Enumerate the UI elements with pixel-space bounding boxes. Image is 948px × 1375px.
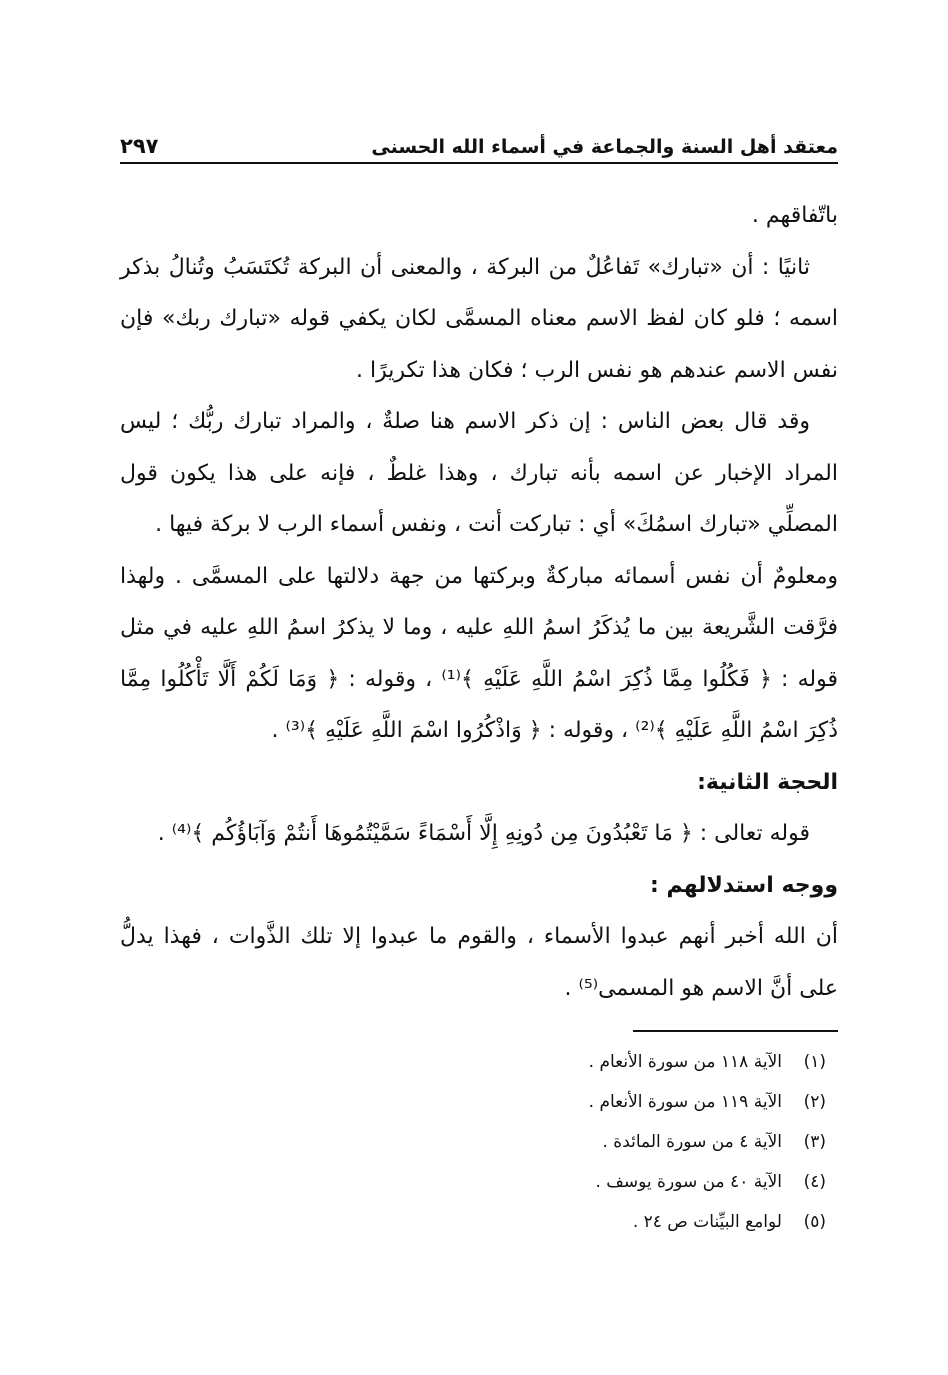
footnote-text: الآية ١١٩ من سورة الأنعام .: [588, 1092, 782, 1112]
paragraph-3: وقد قال بعض الناس : إن ذكر الاسم هنا صلةٌ ، والمراد تبارك ربُّك ؛ ليس المراد الإخبار عن اسمه بأنه تبارك ، وهذا غلطٌ ، فإنه على هذا يكون قول المصلِّي «تبارك اسمُكَ» أي : تباركت أنت ، ونفس أسماء الرب لا بركة فيها .: [120, 409, 838, 537]
paragraph-6: أن الله أخبر أنهم عبدوا الأسماء ، والقوم ما عبدوا إلا تلك الذَّوات ، فهذا يدلُّ على أنَّ الاسم هو المسمى⁽⁵⁾ .: [120, 924, 838, 1001]
main-text: [120, 190, 838, 1014]
footnote: [326, 1082, 826, 1122]
section-heading-reasoning: ووجه استدلالهم :: [650, 872, 838, 898]
paragraph-2: ثانيًا : أن «تبارك» تَفاعُلٌ من البركة ، والمعنى أن البركة تُكتَسَبُ وتُنالُ بذكر اسمه ؛ فلو كان لفظ الاسم معناه المسمَّى لكان يكفي قوله «تبارك ربك» فإن نفس الاسم عندهم هو نفس الرب ؛ فكان هذا تكريرًا .: [120, 254, 838, 383]
paragraph-5: قوله تعالى : ﴿ مَا تَعْبُدُونَ مِن دُونِهِ إِلَّا أَسْمَاءً سَمَّيْتُمُوهَا أَنتُمْ وَآبَاؤُكُم ﴾⁽⁴⁾ .: [157, 821, 810, 846]
footnote: [326, 1202, 826, 1242]
footnote-number: (٢): [803, 1092, 826, 1112]
footnote-text: الآية ١١٨ من سورة الأنعام .: [588, 1052, 782, 1072]
section-heading-second-argument: الحجة الثانية:: [697, 769, 838, 795]
footnote: [326, 1162, 826, 1202]
footnote: [326, 1042, 826, 1082]
running-title: معتقد أهل السنة والجماعة في أسماء الله الحسنى: [371, 136, 838, 158]
footnote-text: الآية ٤٠ من سورة يوسف .: [595, 1172, 782, 1192]
footnote-number: (٥): [803, 1212, 826, 1232]
footnote: [326, 1122, 826, 1162]
page-number: ٢٩٧: [120, 134, 159, 158]
footnotes: [326, 1042, 826, 1242]
footnote-number: (١): [803, 1052, 826, 1072]
footnote-text: الآية ٤ من سورة المائدة .: [602, 1132, 782, 1152]
footnote-separator: [633, 1030, 838, 1032]
footnote-number: (٣): [803, 1132, 826, 1152]
footnote-number: (٤): [803, 1172, 826, 1192]
paragraph-4: ومعلومٌ أن نفس أسمائه مباركةٌ وبركتها من جهة دلالتها على المسمَّى . ولهذا فرَّقت الشَّريعة بين ما يُذكَرُ اسمُ اللهِ عليه ، وما لا يذكرُ اسمُ اللهِ عليه في مثل قوله : ﴿ فَكُلُوا مِمَّا ذُكِرَ اسْمُ اللَّهِ عَلَيْهِ ﴾⁽¹⁾ ، وقوله : ﴿ وَمَا لَكُمْ أَلَّا تَأْكُلُوا مِمَّا ذُكِرَ اسْمُ اللَّهِ عَلَيْهِ ﴾⁽²⁾ ، وقوله : ﴿ وَاذْكُرُوا اسْمَ اللَّهِ عَلَيْهِ ﴾⁽³⁾ .: [120, 563, 838, 743]
paragraph-1: باتّفاقهم .: [751, 203, 838, 228]
footnote-text: لوامع البيِّنات ص ٢٤ .: [632, 1212, 782, 1232]
page-header: [120, 118, 838, 164]
